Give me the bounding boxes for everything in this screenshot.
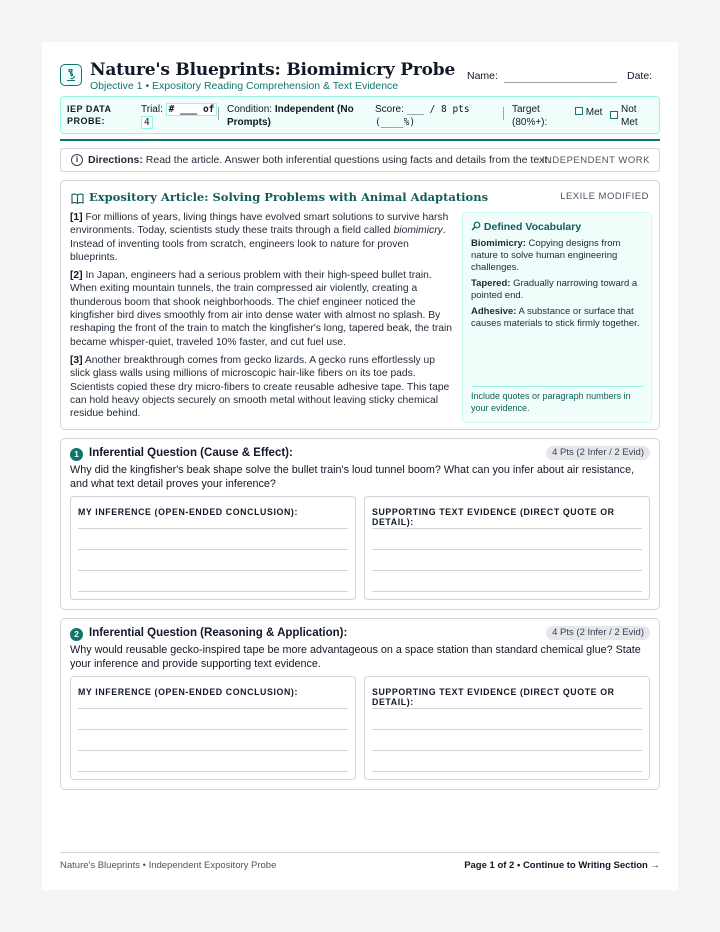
microscope-icon — [60, 64, 82, 86]
not-met-checkbox[interactable]: Not Met — [610, 103, 638, 129]
vocabulary-footnote: Include quotes or paragraph numbers in your evidence. — [471, 386, 643, 414]
condition-field: Condition: Independent (No Prompts) — [227, 104, 354, 128]
divider — [60, 139, 660, 141]
worksheet-page — [42, 42, 678, 890]
paragraph-2: [2] In Japan, engineers had a serious problem with their high-speed bullet train. When exiting mountain tunnels, the train compressed air violently, creating a thunderous boom that shook neighborhoods. The chief engineer noticed the kingfisher bird dives smoothly from air into dense water with almost no splash. By reshaping the front of the train to match the kingfisher's long, tapered beak, the train became whisper-quiet, traveled 10% faster, and cut fuel use. — [70, 270, 453, 348]
checkbox-icon[interactable] — [610, 111, 618, 119]
question-number: 1 — [70, 448, 83, 461]
divider — [503, 107, 504, 120]
page-title: Nature's Blueprints: Biomimicry Probe — [90, 60, 456, 80]
question-number: 2 — [70, 628, 83, 641]
evidence-answer-box[interactable]: SUPPORTING TEXT EVIDENCE (DIRECT QUOTE OR DETAIL): — [364, 496, 650, 600]
footer-left: Nature's Blueprints • Independent Expository Probe — [60, 860, 277, 871]
independent-work-tag: INDEPENDENT WORK — [541, 155, 650, 166]
question-text: Why did the kingfisher's beak shape solve the bullet train's loud tunnel boom? What can you infer about air resistance, and what text detail proves your inference? — [70, 464, 635, 490]
divider — [60, 852, 660, 853]
vocab-term: Tapered: Gradually narrowing toward a pointed end. — [471, 278, 638, 301]
date-label: Date: — [627, 70, 653, 82]
vocabulary-title: Defined Vocabulary — [483, 221, 582, 233]
trial-field[interactable]: Trial: # ___ of 4 — [141, 103, 217, 129]
divider — [218, 107, 219, 120]
directions-text: Read the article. Answer both inferential questions using facts and details from the text. — [145, 154, 551, 166]
book-icon — [71, 191, 84, 209]
vocabulary-box — [462, 212, 652, 423]
lexile-tag: LEXILE MODIFIED — [560, 191, 649, 202]
vocab-term: Adhesive: A substance or surface that causes materials to stick firmly together. — [471, 306, 640, 329]
directions-bar — [60, 148, 660, 172]
inference-answer-box[interactable]: MY INFERENCE (OPEN-ENDED CONCLUSION): — [70, 676, 356, 780]
question-2-card — [60, 618, 660, 790]
question-1-card — [60, 438, 660, 610]
article-title: Expository Article: Solving Problems with Animal Adaptations — [89, 190, 489, 204]
name-label: Name: — [467, 70, 498, 82]
directions-label: Directions: — [88, 154, 143, 166]
article-body — [70, 211, 454, 425]
header — [60, 60, 660, 92]
target-label: Target (80%+): — [512, 104, 548, 128]
score-field[interactable]: Score: ___ / 8 pts (____%) — [375, 104, 470, 128]
evidence-answer-box[interactable]: SUPPORTING TEXT EVIDENCE (DIRECT QUOTE OR DETAIL): — [364, 676, 650, 780]
footer-right: Page 1 of 2 • Continue to Writing Section → — [464, 860, 660, 871]
paragraph-3: [3] Another breakthrough comes from gecko lizards. A gecko runs effortlessly up slick glass walls using millions of microscopic hair-like fibers on its toe pads. Scientists copied these dry micro-fibers to create reusable adhesive tape. This tape can hold heavy objects securely on smooth metal without leaving sticky chemical residue behind. — [70, 354, 450, 420]
page-subtitle: Objective 1 • Expository Reading Comprehension & Text Evidence — [90, 80, 399, 92]
name-field[interactable] — [504, 82, 617, 83]
checkbox-icon[interactable] — [575, 107, 583, 115]
points-badge: 4 Pts (2 Infer / 2 Evid) — [546, 626, 650, 640]
question-title: Inferential Question (Reasoning & Application): — [89, 627, 348, 639]
article-card — [60, 180, 660, 430]
question-text: Why would reusable gecko-inspired tape be more advantageous on a space station than standard chemical glue? State your inference and provide supporting text evidence. — [70, 644, 641, 670]
magnifier-icon — [471, 221, 481, 231]
points-badge: 4 Pts (2 Infer / 2 Evid) — [546, 446, 650, 460]
paragraph-1: [1] For millions of years, living things have evolved smart solutions to survive harsh environments. Today, scientists study these traits through a field called biomimicry. Instead of inventing tools from scratch, engineers look to nature for proven blueprints. — [70, 212, 449, 263]
iep-data-label: IEP DATA PROBE: — [67, 104, 112, 126]
inference-answer-box[interactable]: MY INFERENCE (OPEN-ENDED CONCLUSION): — [70, 496, 356, 600]
vocab-term: Biomimicry: Copying designs from nature to solve human engineering challenges. — [471, 238, 621, 273]
iep-data-bar — [60, 96, 660, 134]
met-checkbox[interactable]: Met — [575, 107, 602, 118]
question-title: Inferential Question (Cause & Effect): — [89, 447, 293, 459]
info-icon: i — [71, 154, 83, 166]
